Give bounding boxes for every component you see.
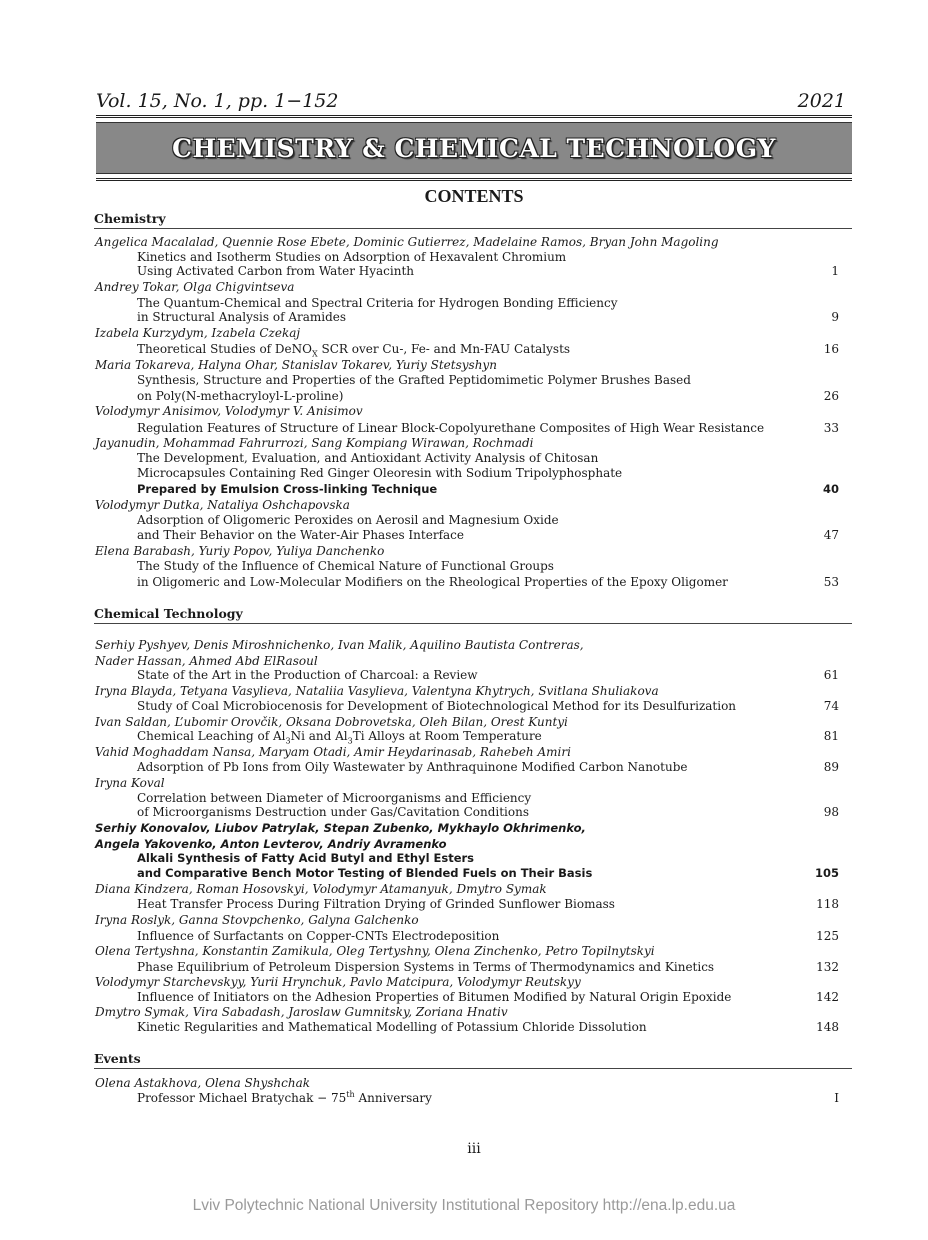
entry-title bbox=[137, 866, 845, 881]
entry-title-text: SCR over Cu-, Fe- and Mn-FAU Catalysts bbox=[317, 342, 571, 356]
entry-title bbox=[137, 1020, 845, 1035]
journal-banner bbox=[96, 115, 852, 181]
entry-title-text: and Their Behavior on the Water-Air Phases Interface bbox=[137, 528, 464, 542]
section-heading-events: Events bbox=[94, 1051, 852, 1069]
entry-title: The Quantum-Chemical and Spectral Criteria for Hydrogen Bonding Efficiency bbox=[137, 296, 618, 310]
page-number: 74 bbox=[823, 699, 839, 713]
journal-banner-band bbox=[96, 122, 852, 174]
entry-title-text: of Microorganisms Destruction under Gas/Cavitation Conditions bbox=[137, 805, 529, 819]
entry-authors: Volodymyr Dutka, Nataliya Oshchapovska bbox=[95, 498, 350, 512]
entry-title bbox=[137, 990, 845, 1005]
entry-title-text: Ni and Al bbox=[290, 729, 348, 743]
entry-title: The Development, Evaluation, and Antioxidant Activity Analysis of Chitosan bbox=[137, 451, 599, 465]
entry-title-text: Influence of Surfactants on Copper-CNTs Electrodeposition bbox=[137, 929, 500, 943]
entry-authors: Serhiy Pyshyev, Denis Miroshnichenko, Ivan Malik, Aquilino Bautista Contreras, bbox=[95, 638, 584, 652]
entry-title-text: and Comparative Bench Motor Testing of Blended Fuels on Their Basis bbox=[137, 866, 593, 880]
page-number: 89 bbox=[823, 760, 839, 774]
entry-title-text: Heat Transfer Process During Filtration Drying of Grinded Sunflower Biomass bbox=[137, 897, 615, 911]
entry-title-text: in Oligomeric and Low-Molecular Modifiers on the Rheological Properties of the Epoxy Oligomer bbox=[137, 575, 728, 589]
superscript: th bbox=[346, 1090, 355, 1099]
entry-authors: Angelica Macalalad, Quennie Rose Ebete, Dominic Gutierrez, Madelaine Ramos, Bryan John Magoling bbox=[95, 235, 719, 249]
entry-title bbox=[137, 760, 845, 775]
entry-authors: Serhiy Konovalov, Liubov Patrylak, Stepan Zubenko, Mykhaylo Okhrimenko, bbox=[95, 821, 586, 835]
page-number: 125 bbox=[816, 929, 839, 943]
entry-title-text: State of the Art in the Production of Charcoal: a Review bbox=[137, 668, 478, 682]
entry-title-text: Using Activated Carbon from Water Hyacinth bbox=[137, 264, 415, 278]
entry-authors: Maria Tokareva, Halyna Ohar, Stanislav Tokarev, Yuriy Stetsyshyn bbox=[95, 358, 497, 372]
entry-title bbox=[137, 1091, 845, 1106]
contents-heading: CONTENTS bbox=[424, 186, 524, 206]
entry-title bbox=[137, 482, 845, 497]
page-number: 40 bbox=[822, 482, 839, 496]
entry-title bbox=[137, 699, 845, 714]
entry-title-text: Chemical Leaching of Al bbox=[137, 729, 286, 743]
entry-title: Synthesis, Structure and Properties of the Grafted Peptidomimetic Polymer Brushes Based bbox=[137, 373, 691, 387]
page-number: 26 bbox=[823, 389, 839, 403]
entry-authors: Nader Hassan, Ahmed Abd ElRasoul bbox=[95, 654, 318, 668]
page-number: 105 bbox=[814, 866, 839, 880]
entry-title bbox=[137, 421, 845, 436]
entry-authors: Elena Barabash, Yuriy Popov, Yuliya Danchenko bbox=[95, 544, 385, 558]
entry-title bbox=[137, 342, 845, 357]
entry-title-text: Kinetic Regularities and Mathematical Modelling of Potassium Chloride Dissolution bbox=[137, 1020, 647, 1034]
entry-authors: Ivan Saldan, L’ubomir Orovčik, Oksana Dobrovetska, Oleh Bilan, Orest Kuntyi bbox=[95, 715, 568, 729]
entry-title-text: Theoretical Studies of DeNO bbox=[137, 342, 312, 356]
page-number: 132 bbox=[816, 960, 839, 974]
repository-footer: Lviv Polytechnic National University Institutional Repository http://ena.lp.edu.ua bbox=[192, 1197, 736, 1214]
entry-authors: Jayanudin, Mohammad Fahrurrozi, Sang Kompiang Wirawan, Rochmadi bbox=[95, 436, 534, 450]
section-heading-chemical-technology: Chemical Technology bbox=[94, 606, 852, 624]
page-number: 33 bbox=[823, 421, 839, 435]
entry-authors: Vahid Moghaddam Nansa, Maryam Otadi, Amir Heydarinasab, Rahebeh Amiri bbox=[95, 745, 571, 759]
entry-title-text: Adsorption of Pb Ions from Oily Wastewater by Anthraquinone Modified Carbon Nanotube bbox=[137, 760, 688, 774]
page-number: 16 bbox=[823, 342, 839, 356]
entry-authors: Angela Yakovenko, Anton Levterov, Andriy Avramenko bbox=[95, 837, 447, 851]
entry-title-text: Ti Alloys at Room Temperature bbox=[352, 729, 542, 743]
page-number: 53 bbox=[823, 575, 839, 589]
entry-authors: Izabela Kurzydym, Izabela Czekaj bbox=[95, 326, 301, 340]
entry-title: Alkali Synthesis of Fatty Acid Butyl and Ethyl Esters bbox=[137, 851, 475, 865]
page-number: 61 bbox=[823, 668, 839, 682]
entry-title-text: Study of Coal Microbiocenosis for Development of Biotechnological Method for its Desulfurization bbox=[137, 699, 737, 713]
entry-title: Correlation between Diameter of Microorganisms and Efficiency bbox=[137, 791, 532, 805]
running-header bbox=[96, 90, 846, 114]
entry-title: Kinetics and Isotherm Studies on Adsorption of Hexavalent Chromium bbox=[137, 250, 567, 264]
entry-authors: Iryna Roslyk, Ganna Stovpchenko, Galyna Galchenko bbox=[95, 913, 419, 927]
page-number: 47 bbox=[823, 528, 839, 542]
entry-authors: Volodymyr Starchevskyy, Yurii Hrynchuk, Pavlo Matcipura, Volodymyr Reutskyy bbox=[95, 975, 581, 989]
year: 2021 bbox=[797, 90, 846, 112]
entry-title bbox=[137, 310, 845, 325]
entry-authors: Olena Tertyshna, Konstantin Zamikula, Oleg Tertyshny, Olena Zinchenko, Petro Topilnytskyi bbox=[95, 944, 655, 958]
entry-title bbox=[137, 897, 845, 912]
entry-title bbox=[137, 575, 845, 590]
page-number: 148 bbox=[816, 1020, 839, 1034]
entry-title bbox=[137, 805, 845, 820]
entry-title-text: Influence of Initiators on the Adhesion Properties of Bitumen Modified by Natural Origin Epoxide bbox=[137, 990, 732, 1004]
entry-authors: Olena Astakhova, Olena Shyshchak bbox=[95, 1076, 311, 1090]
page-number: 98 bbox=[823, 805, 839, 819]
subscript: 3 bbox=[285, 736, 291, 746]
entry-title: The Study of the Influence of Chemical Nature of Functional Groups bbox=[137, 559, 554, 573]
page-number: 81 bbox=[823, 729, 839, 743]
page-folio: iii bbox=[467, 1141, 481, 1157]
section-heading-chemistry: Chemistry bbox=[94, 211, 852, 229]
subscript: X bbox=[312, 349, 318, 359]
entry-title-text: on Poly(N-methacryloyl-L-proline) bbox=[137, 389, 344, 403]
entry-title-text: Anniversary bbox=[354, 1091, 432, 1105]
volume-info: Vol. 15, No. 1, pp. 1−152 bbox=[96, 90, 339, 112]
entry-title bbox=[137, 929, 845, 944]
entry-title bbox=[137, 668, 845, 683]
entry-title bbox=[137, 264, 845, 279]
entry-title bbox=[137, 960, 845, 975]
entry-title-text: in Structural Analysis of Aramides bbox=[137, 310, 347, 324]
page-number: 142 bbox=[816, 990, 839, 1004]
entry-title: Adsorption of Oligomeric Peroxides on Aerosil and Magnesium Oxide bbox=[137, 513, 559, 527]
subscript: 3 bbox=[347, 736, 353, 746]
entry-title: Microcapsules Containing Red Ginger Oleoresin with Sodium Tripolyphosphate bbox=[137, 466, 623, 480]
entry-authors: Iryna Blayda, Tetyana Vasylieva, Nataliia Vasylieva, Valentyna Khytrych, Svitlana Shuliakova bbox=[95, 684, 659, 698]
entry-authors: Dmytro Symak, Vira Sabadash, Jaroslaw Gumnitsky, Zoriana Hnativ bbox=[95, 1005, 508, 1019]
entry-title-text: Phase Equilibrium of Petroleum Dispersion Systems in Terms of Thermodynamics and Kinetics bbox=[137, 960, 715, 974]
journal-title: CHEMISTRY & CHEMICAL TECHNOLOGY bbox=[172, 133, 776, 163]
entry-authors: Iryna Koval bbox=[95, 776, 165, 790]
entry-title-text: Prepared by Emulsion Cross-linking Technique bbox=[137, 482, 438, 496]
entry-authors: Diana Kindzera, Roman Hosovskyi, Volodymyr Atamanyuk, Dmytro Symak bbox=[95, 882, 547, 896]
page-number: 1 bbox=[831, 264, 839, 278]
page-number: I bbox=[834, 1091, 839, 1105]
entry-title-text: Regulation Features of Structure of Linear Block-Copolyurethane Composites of High Wear Resistance bbox=[137, 421, 765, 435]
entry-title bbox=[137, 528, 845, 543]
entry-authors: Andrey Tokar, Olga Chigvintseva bbox=[95, 280, 295, 294]
page-number: 9 bbox=[831, 310, 839, 324]
page-number: 118 bbox=[816, 897, 839, 911]
entry-title bbox=[137, 729, 845, 744]
entry-title bbox=[137, 389, 845, 404]
entry-authors: Volodymyr Anisimov, Volodymyr V. Anisimov bbox=[95, 404, 363, 418]
entry-title-text: Professor Michael Bratychak − 75 bbox=[137, 1091, 347, 1105]
